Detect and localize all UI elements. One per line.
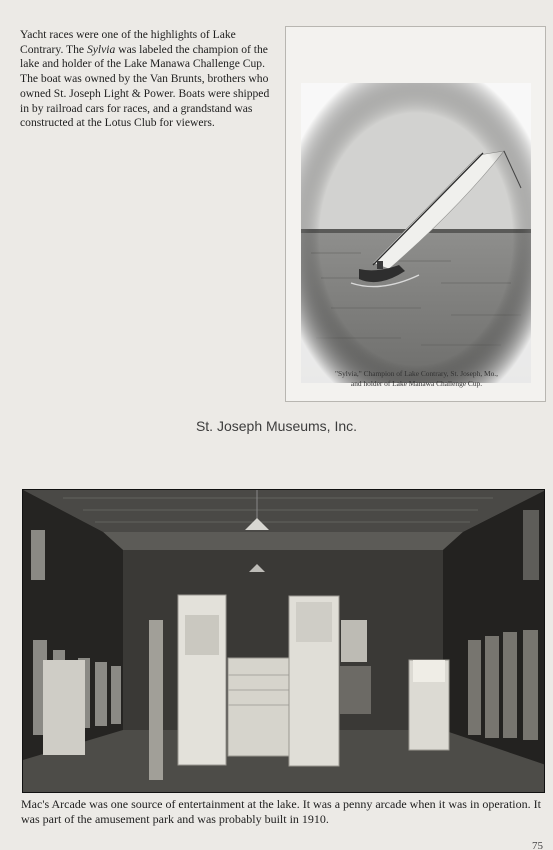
cabinet-tall-left-panel bbox=[185, 615, 219, 655]
watermark: St. Joseph Museums, Inc. bbox=[195, 418, 358, 434]
arcade-illustration bbox=[23, 490, 545, 793]
sailboat-illustration bbox=[301, 83, 531, 383]
top-paragraph-part2: was labeled the champion of the lake and holder of the Lake Manawa Challenge Cup. The boat was owned by the Van Brunts, brothers who owned St. Joseph Light & Power. Boats were shipped in by railroad cars for races, and a grandstand was constructed at the Lotus Club for viewers. bbox=[20, 42, 270, 130]
arcade-machine-right-top bbox=[413, 660, 445, 682]
right-wall-machines bbox=[468, 630, 538, 740]
display-sign bbox=[341, 620, 367, 662]
top-paragraph bbox=[20, 28, 272, 131]
wall-panel-right bbox=[523, 510, 539, 580]
stand-left bbox=[149, 620, 163, 780]
ceiling-beam bbox=[103, 532, 463, 550]
sailboat-caption bbox=[296, 369, 537, 389]
sailboat-caption-line1: "Sylvia," Champion of Lake Contrary, St. Joseph, Mo., bbox=[334, 369, 498, 378]
boat-name-italic: Sylvia bbox=[86, 42, 116, 56]
wall-frame-left bbox=[31, 530, 45, 580]
sailboat-caption-line2: and holder of Lake Manawa Challenge Cup. bbox=[350, 379, 483, 388]
center-cabinet bbox=[228, 658, 292, 756]
poster-board bbox=[339, 666, 371, 714]
top-paragraph-part1: Yacht races were one of the highlights of Lake Contrary. The bbox=[20, 28, 236, 56]
arcade-photo bbox=[22, 489, 545, 793]
sailboat-photo bbox=[301, 83, 531, 383]
arcade-caption: Mac's Arcade was one source of entertainment at the lake. It was a penny arcade when it was in operation. It was part of the amusement park and was probably built in 1910. bbox=[21, 797, 541, 826]
cabinet-tall-right-panel bbox=[296, 602, 332, 642]
photo-vignette bbox=[301, 83, 531, 383]
arcade-machine-left bbox=[43, 660, 85, 755]
ceiling bbox=[23, 490, 545, 532]
sailboat-photo-frame bbox=[285, 26, 546, 402]
page-number: 75 bbox=[532, 840, 543, 850]
